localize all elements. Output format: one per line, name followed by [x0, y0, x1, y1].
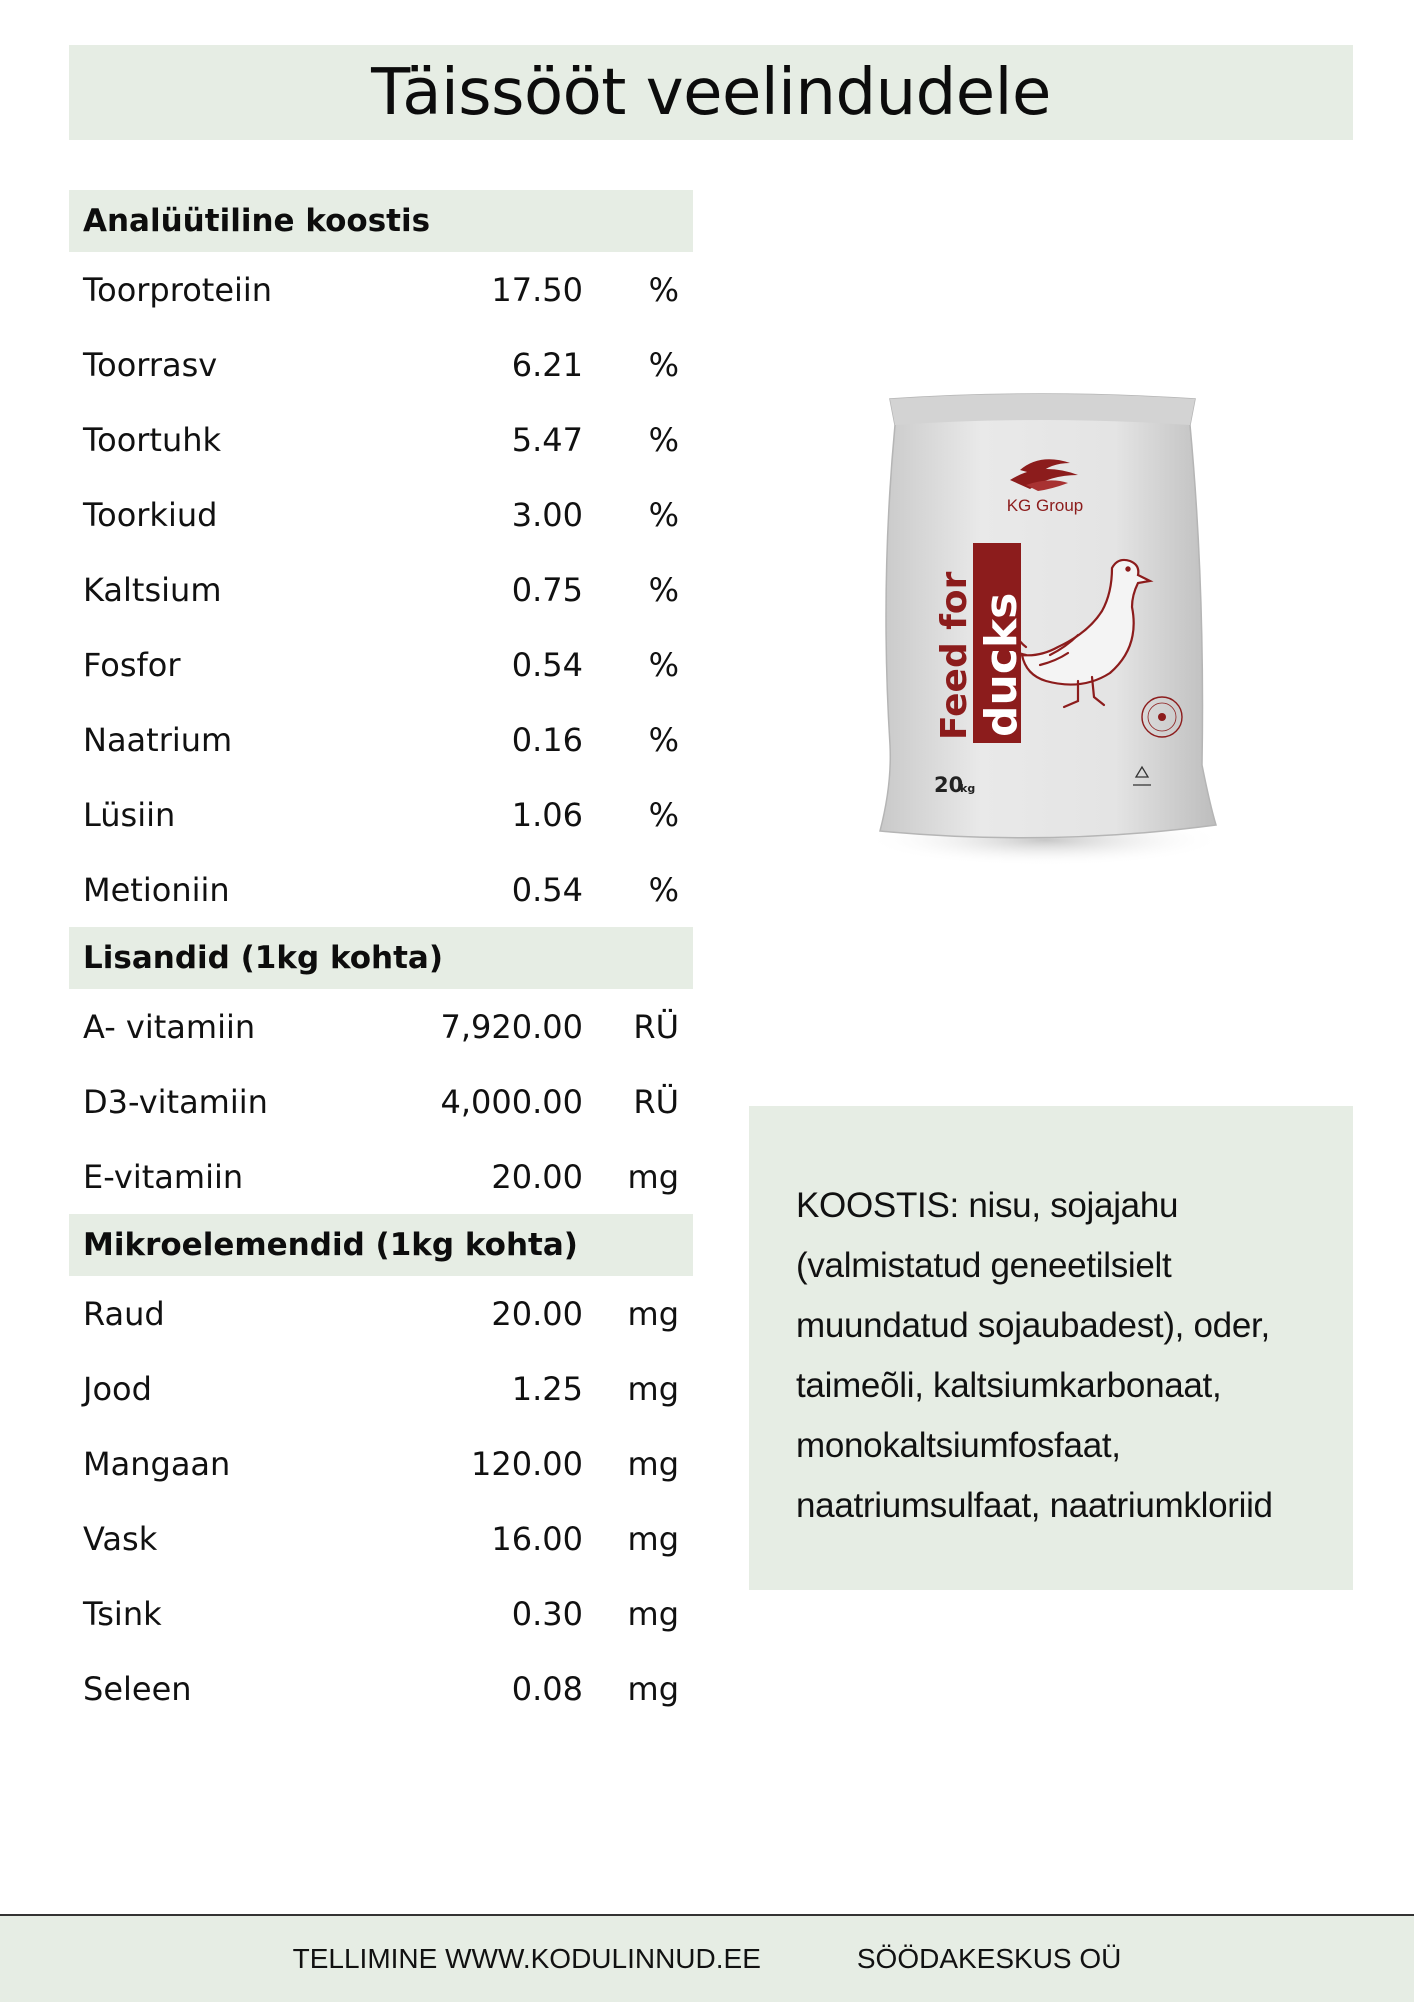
nutrient-value: 0.08 [511, 1669, 583, 1708]
nutrient-unit: mg [627, 1669, 679, 1708]
nutrient-name: Naatrium [83, 720, 233, 759]
nutrient-value: 0.54 [511, 870, 583, 909]
nutrient-name: Raud [83, 1294, 165, 1333]
table-row [69, 552, 693, 627]
order-website[interactable]: TELLIMINE WWW.KODULINNUD.EE [292, 1943, 761, 1974]
footer [0, 1914, 1414, 2002]
nutrient-value: 7,920.00 [440, 1007, 583, 1046]
nutrient-unit: mg [627, 1157, 679, 1196]
table-row [69, 627, 693, 702]
nutrient-name: E-vitamiin [83, 1157, 244, 1196]
micro-rows [69, 1276, 693, 1726]
table-row [69, 402, 693, 477]
nutrient-value: 3.00 [511, 495, 583, 534]
table-row [69, 1426, 693, 1501]
analytic-rows [69, 252, 693, 927]
nutrient-name: Toorrasv [83, 345, 218, 384]
nutrient-unit: % [648, 270, 679, 309]
nutrient-value: 0.16 [511, 720, 583, 759]
table-row [69, 327, 693, 402]
nutrient-value: 20.00 [491, 1157, 583, 1196]
nutrient-unit: % [648, 495, 679, 534]
nutrient-value: 1.06 [511, 795, 583, 834]
nutrient-name: Toortuhk [83, 420, 222, 459]
table-row [69, 702, 693, 777]
nutrient-name: A- vitamiin [83, 1007, 256, 1046]
nutrient-unit: mg [627, 1444, 679, 1483]
table-row [69, 252, 693, 327]
nutrient-value: 6.21 [511, 345, 583, 384]
nutrient-unit: mg [627, 1294, 679, 1333]
additive-rows [69, 989, 693, 1214]
nutrient-name: D3-vitamiin [83, 1082, 268, 1121]
table-row [69, 1064, 693, 1139]
nutrient-unit: % [648, 720, 679, 759]
section-heading-micro: Mikroelemendid (1kg kohta) [69, 1214, 693, 1276]
nutrient-unit: % [648, 795, 679, 834]
nutrient-value: 20.00 [491, 1294, 583, 1333]
quality-seal-icon [1142, 697, 1182, 737]
nutrient-unit: % [648, 420, 679, 459]
nutrient-value: 0.30 [511, 1594, 583, 1633]
nutrient-unit: mg [627, 1519, 679, 1558]
nutrient-unit: mg [627, 1594, 679, 1633]
nutrient-name: Kaltsium [83, 570, 222, 609]
bag-weight-unit: kg [960, 782, 976, 795]
brand-name: KG Group [1006, 496, 1084, 515]
product-bag-image [850, 385, 1240, 985]
table-row [69, 1501, 693, 1576]
nutrient-name: Toorproteiin [83, 270, 273, 309]
table-row [69, 989, 693, 1064]
table-row [69, 1139, 693, 1214]
nutrient-name: Mangaan [83, 1444, 231, 1483]
nutrient-name: Fosfor [83, 645, 181, 684]
table-row [69, 852, 693, 927]
table-row [69, 1651, 693, 1726]
nutrient-name: Toorkiud [83, 495, 218, 534]
nutrient-unit: RÜ [633, 1007, 679, 1046]
table-row [69, 1576, 693, 1651]
nutrient-name: Vask [83, 1519, 158, 1558]
nutrient-name: Seleen [83, 1669, 192, 1708]
nutrient-value: 1.25 [511, 1369, 583, 1408]
title-bar [69, 45, 1353, 140]
nutrient-unit: mg [627, 1369, 679, 1408]
nutrient-unit: % [648, 870, 679, 909]
table-row [69, 1276, 693, 1351]
table-row [69, 477, 693, 552]
nutrition-table [69, 190, 693, 1726]
nutrient-value: 16.00 [491, 1519, 583, 1558]
nutrient-value: 4,000.00 [440, 1082, 583, 1121]
company-name: SÖÖDAKESKUS OÜ [856, 1943, 1122, 1974]
label-line1: Feed for [934, 571, 975, 740]
table-row [69, 1351, 693, 1426]
nutrient-name: Jood [83, 1369, 152, 1408]
nutrient-name: Lüsiin [83, 795, 176, 834]
nutrient-name: Tsink [83, 1594, 162, 1633]
section-heading-analytic: Analüütiline koostis [69, 190, 693, 252]
page-title: Täissööt veelindudele [371, 55, 1051, 130]
nutrient-name: Metioniin [83, 870, 230, 909]
nutrient-unit: % [648, 345, 679, 384]
nutrient-value: 17.50 [491, 270, 583, 309]
composition-text: KOOSTIS: nisu, sojajahu (valmistatud geneetilsielt muundatud sojaubadest), oder, taimeõli, kaltsiumkarbonaat, monokaltsiumfosfaat, naatriumsulfaat, naatriumkloriid [796, 1186, 1273, 1525]
bag-weight: 20 [934, 773, 964, 797]
composition-box [749, 1106, 1353, 1590]
table-row [69, 777, 693, 852]
nutrient-value: 0.75 [511, 570, 583, 609]
nutrient-unit: RÜ [633, 1082, 679, 1121]
section-heading-additives: Lisandid (1kg kohta) [69, 927, 693, 989]
nutrient-unit: % [648, 570, 679, 609]
nutrient-value: 5.47 [511, 420, 583, 459]
nutrient-value: 120.00 [471, 1444, 583, 1483]
label-line2: ducks [976, 592, 1027, 737]
nutrient-unit: % [648, 645, 679, 684]
nutrient-value: 0.54 [511, 645, 583, 684]
